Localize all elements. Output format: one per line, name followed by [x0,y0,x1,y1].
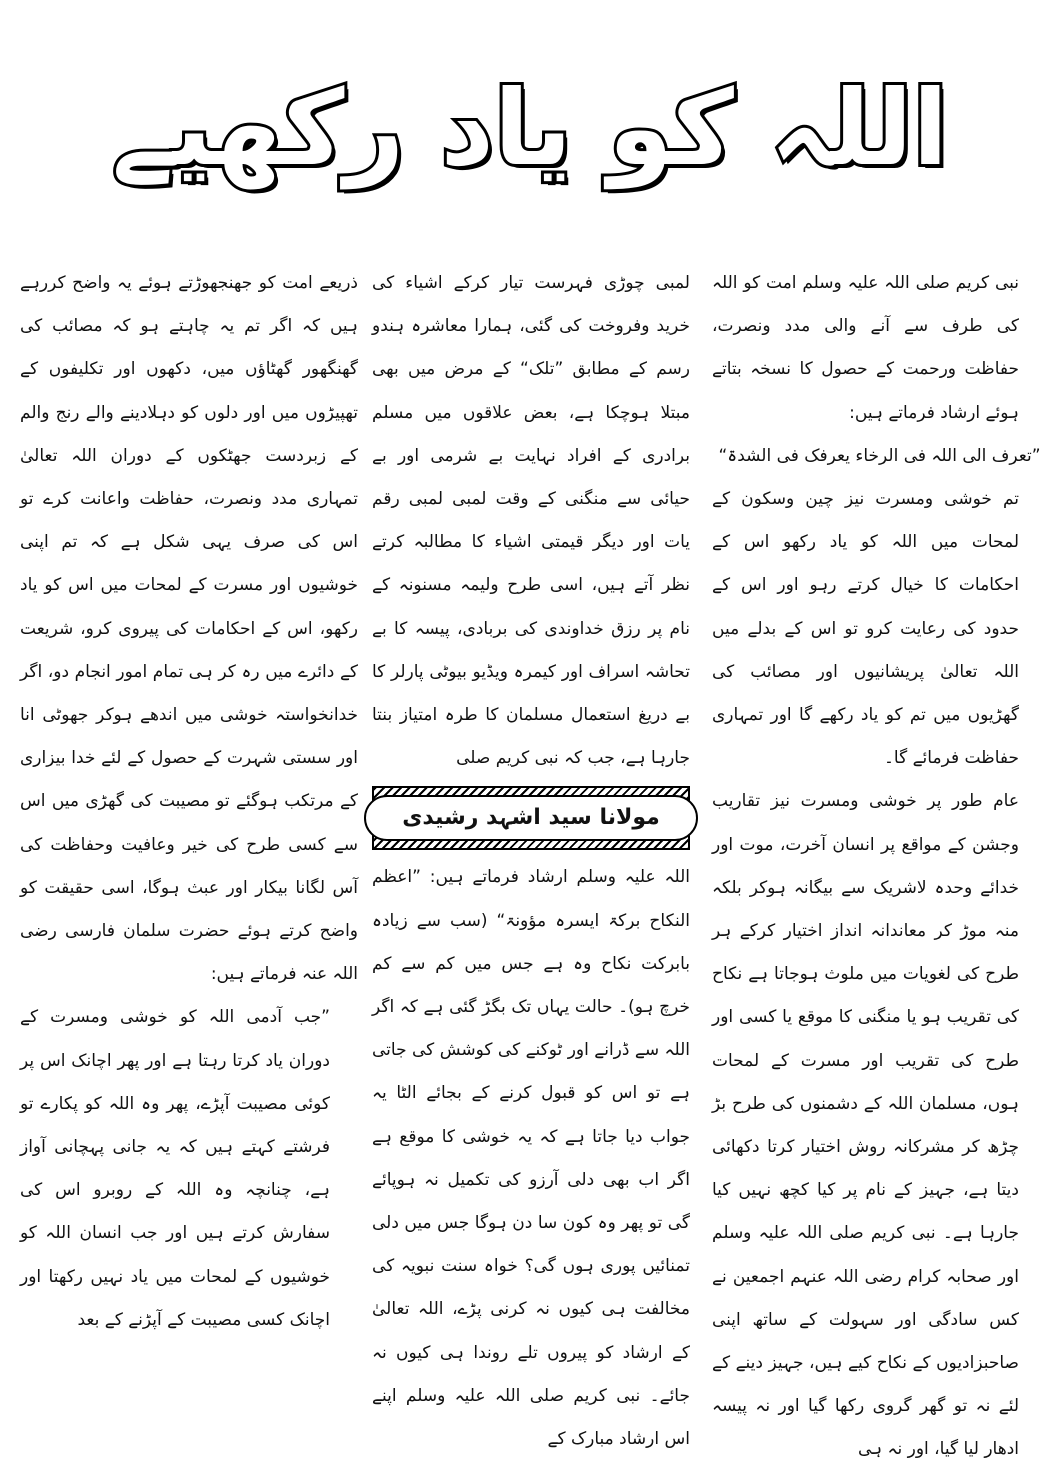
paragraph: نبی کریم صلی اللہ علیہ وسلم امت کو اللہ کی طرف سے آنے والی مدد ونصرت، حفاظت ورحمت کے حصول کا نسخہ بتاتے ہوئے ارشاد فرماتے ہیں: [712,273,1019,423]
paragraph: تم خوشی ومسرت نیز چین وسکون کے لمحات میں اللہ کو یاد رکھو اس کے احکامات کا خیال کرتے رہو اور اس کے حدود کی رعایت کرو تو اس کے بدلے میں اللہ تعالیٰ پریشانیوں اور مصائب کی گھڑیوں میں تم کو یاد رکھے گا اور تمہاری حفاظت فرمائے گا۔ [712,489,1019,769]
headline-banner [111,28,949,228]
paragraph: اللہ علیہ وسلم ارشاد فرماتے ہیں: ”اعظم النکاح برکۃ ایسرہ مؤونۃ“ (سب سے زیادہ بابرکت نکاح وہ ہے جس میں کم سے کم خرچ ہو)۔ حالت یہاں تک بگڑ گئی ہے کہ اگر اللہ سے ڈرانے اور ٹوکنے کی کوشش کی جاتی ہے تو اس کو قبول کرنے کے بجائے الٹا یہ جواب دیا جاتا ہے کہ یہ خوشی کا موقع ہے اگر اب بھی دلی آرزو کی تکمیل نہ ہوپائے گی تو پھر وہ کون سا دن ہوگا جس میں دلی تمنائیں پوری ہوں گی؟ خواہ سنت نبویہ کی مخالفت ہی کیوں نہ کرنی پڑے، اللہ تعالیٰ کے ارشاد کو پیروں تلے روندا ہی کیوں نہ جائے۔ نبی کریم صلی اللہ علیہ وسلم اپنے اس ارشاد مبارک کے [372,867,690,1450]
author-byline: مولانا سید اشہد رشیدی [364,795,698,841]
page-title: اللہ کو یاد رکھیے [111,67,949,189]
column-left [20,262,358,1330]
column-right [712,262,1047,1460]
paragraph: عام طور پر خوشی ومسرت نیز تقاریب وجشن کے مواقع پر انسان آخرت، موت اور خدائے وحدہ لاشریک سے بیگانہ ہوکر بلکہ منہ موڑ کر معاندانہ انداز اختیار کرکے ہر طرح کی لغویات میں ملوث ہوجاتا ہے نکاح کی تقریب ہو یا منگنی کا موقع یا کسی اور طرح کی تقریب اور مسرت کے لمحات ہوں، مسلمان اللہ کے دشمنوں کی طرح بڑ چڑھ کر مشرکانہ روش اختیار کرتا دکھائی دیتا ہے، جہیز کے نام پر کیا کچھ نہیں کیا جارہا ہے۔ نبی کریم صلی اللہ علیہ وسلم اور صحابہ کرام رضی اللہ عنہم اجمعین نے کس سادگی اور سہولت کے ساتھ اپنی صاحبزادیوں کے نکاح کیے ہیں، جہیز دینے کے لئے نہ تو گھر گروی رکھا گیا اور نہ پیسہ ادھار لیا گیا، اور نہ ہی [712,791,1019,1460]
quotation-paragraph: ”جب آدمی اللہ کو خوشی ومسرت کے دوران یاد کرتا رہتا ہے اور پھر اچانک اس پر کوئی مصیبت آپڑے، پھر وہ اللہ کو پکارے تو فرشتے کہتے ہیں کہ یہ جانی پہچانی آواز ہے، چنانچہ وہ اللہ کے روبرو اس کی سفارش کرتے ہیں اور جب انسان اللہ کو خوشیوں کے لمحات میں یاد نہیں رکھتا اور اچانک کسی مصیبت کے آپڑنے کے بعد [20,1007,330,1330]
column-middle [372,262,690,1450]
arabic-quote: ”تعرف الی اللہ فی الرخاء یعرفک فی الشدۃ“ [718,445,1041,466]
paragraph: لمبی چوڑی فہرست تیار کرکے اشیاء کی خرید وفروخت کی گئی، ہمارا معاشرہ ہندو رسم کے مطابق ”تلک“ کے مرض میں بھی مبتلا ہوچکا ہے، بعض علاقوں میں مسلم برادری کے افراد نہایت بے شرمی اور بے حیائی سے منگنی کے وقت لمبی لمبی رقم یات اور دیگر قیمتی اشیاء کا مطالبہ کرتے نظر آتے ہیں، اسی طرح ولیمہ مسنونہ کے نام پر رزق خداوندی کی بربادی، پیسہ کا بے تحاشہ اسراف اور کیمرہ ویڈیو بیوٹی پارلر کا بے دریغ استعمال مسلمان کا طرہ امتیاز بنتا جارہا ہے، جب کہ نبی کریم صلی [372,273,690,769]
byline-box [372,786,690,850]
paragraph: ذریعے امت کو جھنجھوڑتے ہوئے یہ واضح کررہے ہیں کہ اگر تم یہ چاہتے ہو کہ مصائب کی گھنگھور گھٹاؤں میں، دکھوں اور تکلیفوں کے تھپیڑوں میں اور دلوں کو دہلادینے والے رنج والم کے زبردست جھٹکوں کے دوران اللہ تعالیٰ تمہاری مدد ونصرت، حفاظت واعانت کرے تو اس کی صرف یہی شکل ہے کہ تم اپنی خوشیوں اور مسرت کے لمحات میں اس کو یاد رکھو، اس کے احکامات کی پیروی کرو، شریعت کے دائرے میں رہ کر ہی تمام امور انجام دو، اگر خدانخواستہ خوشی میں اندھے ہوکر جھوٹی انا اور سستی شہرت کے حصول کے لئے خدا بیزاری کے مرتکب ہوگئے تو مصیبت کی گھڑی میں اس سے کسی طرح کی خیر وعافیت وحفاظت کی آس لگانا بیکار اور عبث ہوگا، اسی حقیقت کو واضح کرتے ہوئے حضرت سلمان فارسی رضی اللہ عنہ فرماتے ہیں: [20,273,358,985]
